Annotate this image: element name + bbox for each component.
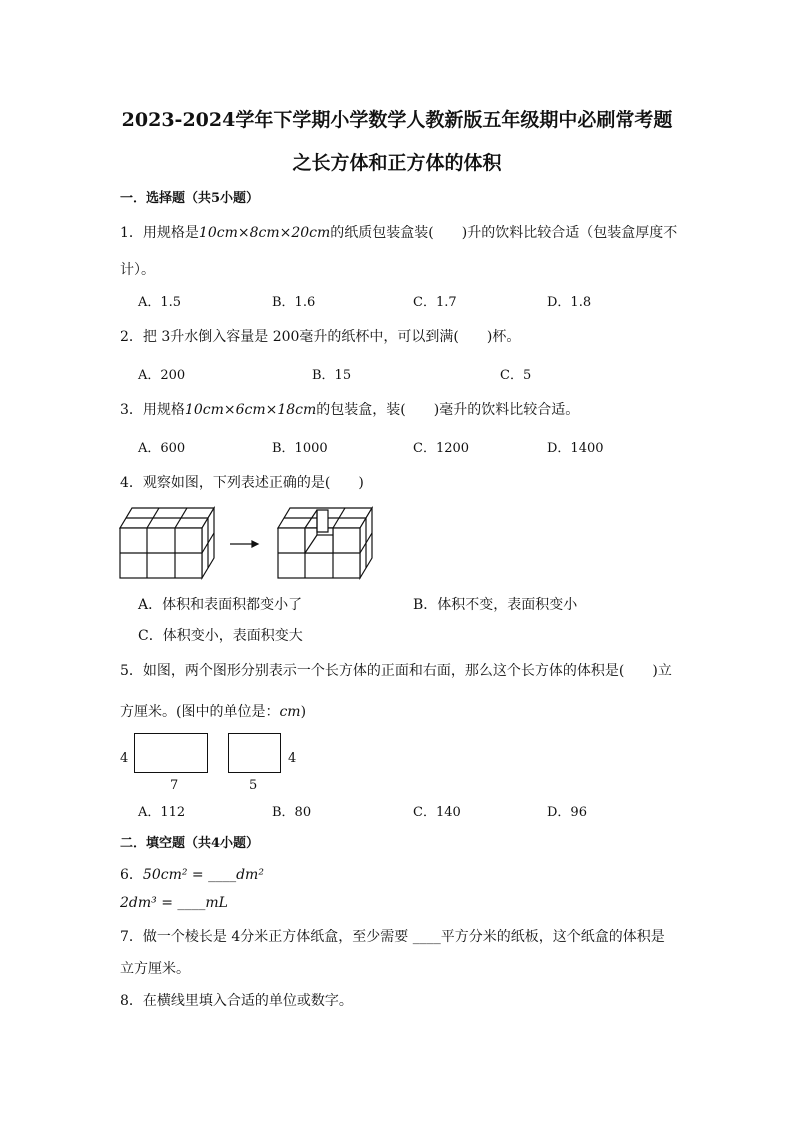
question-2: 2．把 3升水倒入容量是 200毫升的纸杯中，可以到满( )杯。: [120, 329, 521, 345]
question-5-cont: [120, 701, 306, 721]
right-face-rectangle: [228, 733, 281, 773]
q2-option-a[interactable]: A．200: [138, 368, 186, 383]
question-6-expr-1: 50cm² = ____dm²: [142, 867, 264, 883]
q3-option-d[interactable]: D．1400: [547, 441, 604, 456]
q1-option-d[interactable]: D．1.8: [547, 295, 592, 310]
question-3: [120, 399, 579, 419]
q5-option-d[interactable]: D．96: [547, 805, 587, 820]
question-1-suffix: 的纸质包装盒装( )升的饮料比较合适（包装盒厚度不: [330, 225, 678, 241]
q2-option-b[interactable]: B．15: [312, 368, 352, 383]
cube-arrangement-figure: [118, 502, 380, 582]
front-face-width-label: 7: [170, 778, 179, 793]
q3-option-c[interactable]: C．1200: [413, 441, 470, 456]
question-6-line2: [120, 895, 228, 911]
q5-option-a[interactable]: A．112: [138, 805, 186, 820]
q1-option-a[interactable]: A．1.5: [138, 295, 182, 310]
question-3-expr: 10cm×6cm×18cm: [184, 402, 317, 418]
question-1-expr: 10cm×8cm×20cm: [198, 225, 331, 241]
q4-option-b[interactable]: B．体积不变，表面积变小: [413, 597, 578, 613]
q5-option-c[interactable]: C．140: [413, 805, 461, 820]
question-1-prefix: 1．用规格是: [120, 225, 199, 241]
right-face-width-label: 5: [249, 778, 258, 793]
question-5: 5．如图，两个图形分别表示一个长方体的正面和右面，那么这个长方体的体积是( )立: [120, 663, 672, 679]
front-face-rectangle: [134, 733, 208, 773]
question-1-cont: 计）。: [120, 262, 155, 278]
question-5-cont-suffix: ): [300, 704, 307, 720]
question-3-prefix: 3．用规格: [120, 402, 185, 418]
q3-option-a[interactable]: A．600: [138, 441, 186, 456]
question-4: 4．观察如图，下列表述正确的是( ): [120, 475, 364, 491]
q1-option-c[interactable]: C．1.7: [413, 295, 457, 310]
page-title: 2023-2024学年下学期小学数学人教新版五年级期中必刷常考题: [121, 109, 673, 131]
section-heading-fill: 二．填空题（共4小题）: [120, 836, 260, 851]
question-8: 8．在横线里填入合适的单位或数字。: [120, 993, 353, 1009]
question-3-suffix: 的包装盒，装( )毫升的饮料比较合适。: [316, 402, 580, 418]
q3-option-b[interactable]: B．1000: [272, 441, 328, 456]
question-6: [120, 864, 264, 884]
q2-option-c[interactable]: C．5: [500, 368, 532, 383]
q1-option-b[interactable]: B．1.6: [272, 295, 316, 310]
page-subtitle: 之长方体和正方体的体积: [292, 152, 502, 174]
q5-option-b[interactable]: B．80: [272, 805, 312, 820]
q4-option-a[interactable]: A．体积和表面积都变小了: [138, 597, 303, 613]
section-heading-choice: 一．选择题（共5小题）: [120, 191, 260, 206]
q4-option-c[interactable]: C．体积变小，表面积变大: [138, 628, 303, 644]
right-face-height-label: 4: [288, 751, 297, 766]
question-1: [120, 222, 677, 242]
front-face-height-label: 4: [120, 751, 129, 766]
question-6-expr-2: 2dm³ = ____mL: [120, 895, 228, 911]
question-6-prefix: 6．: [120, 867, 143, 883]
question-5-cont-prefix: 方厘米。(图中的单位是：: [120, 704, 280, 720]
question-7-cont: 立方厘米。: [120, 961, 190, 977]
question-7: 7．做一个棱长是 4分米正方体纸盒，至少需要 ____平方分米的纸板，这个纸盒的体积是: [120, 929, 665, 945]
question-5-unit: cm: [279, 704, 301, 720]
